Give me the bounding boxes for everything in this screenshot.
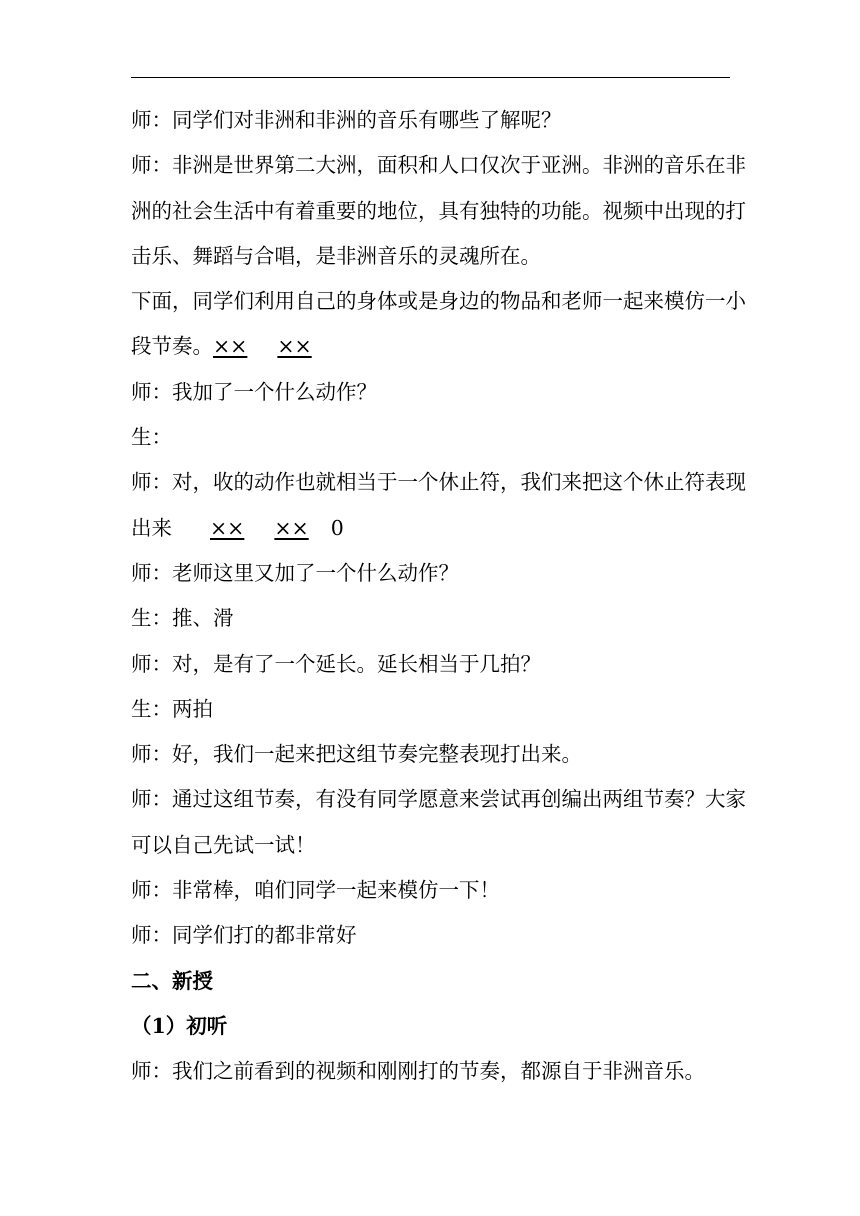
rhythm-prefix: 出来 bbox=[131, 515, 172, 540]
paragraph-line: 可以自己先试一试！ bbox=[131, 832, 316, 857]
section-heading: 二、新授 bbox=[131, 968, 213, 993]
document-body bbox=[131, 108, 746, 1106]
rhythm-beat: ×× bbox=[274, 515, 309, 540]
paragraph-line: 师：非洲是世界第二大洲，面积和人口仅次于亚洲。非洲的音乐在非 bbox=[131, 153, 746, 178]
rhythm-beat: ×× bbox=[210, 515, 245, 540]
paragraph-line: 师：同学们对非洲和非洲的音乐有哪些了解呢？ bbox=[131, 108, 562, 132]
rhythm-line bbox=[131, 335, 731, 357]
paragraph-line: 师：好，我们一起来把这组节奏完整表现打出来。 bbox=[131, 742, 582, 767]
header-rule bbox=[131, 77, 730, 78]
paragraph-line: 洲的社会生活中有着重要的地位，具有独特的功能。视频中出现的打 bbox=[131, 198, 746, 223]
rhythm-prefix: 段节奏。 bbox=[131, 334, 213, 359]
paragraph-line: 下面，同学们利用自己的身体或是身边的物品和老师一起来模仿一小 bbox=[131, 289, 746, 314]
paragraph-line: 师：老师这里又加了一个什么动作？ bbox=[131, 560, 459, 585]
paragraph-line: 师：我们之前看到的视频和刚刚打的节奏，都源自于非洲音乐。 bbox=[131, 1059, 705, 1084]
paragraph-line: 师：对，收的动作也就相当于一个休止符，我们来把这个休止符表现 bbox=[131, 470, 746, 495]
paragraph-line: 生：推、滑 bbox=[131, 606, 234, 631]
rhythm-beat: ×× bbox=[277, 334, 312, 359]
rhythm-rest: 0 bbox=[330, 515, 344, 540]
rhythm-beat: ×× bbox=[213, 334, 248, 359]
sub-heading: （1）初听 bbox=[131, 1013, 228, 1038]
paragraph-line: 师：非常棒，咱们同学一起来模仿一下！ bbox=[131, 878, 500, 903]
paragraph-line: 击乐、舞蹈与合唱，是非洲音乐的灵魂所在。 bbox=[131, 243, 541, 268]
paragraph-line: 师：对，是有了一个延长。延长相当于几拍？ bbox=[131, 651, 541, 676]
paragraph-line: 师：同学们打的都非常好 bbox=[131, 923, 357, 948]
rhythm-line bbox=[131, 517, 731, 539]
paragraph-line: 师：我加了一个什么动作？ bbox=[131, 379, 377, 404]
paragraph-line: 生： bbox=[131, 425, 172, 450]
paragraph-line: 师：通过这组节奏，有没有同学愿意来尝试再创编出两组节奏？大家 bbox=[131, 787, 746, 812]
paragraph-line: 生：两拍 bbox=[131, 696, 213, 721]
